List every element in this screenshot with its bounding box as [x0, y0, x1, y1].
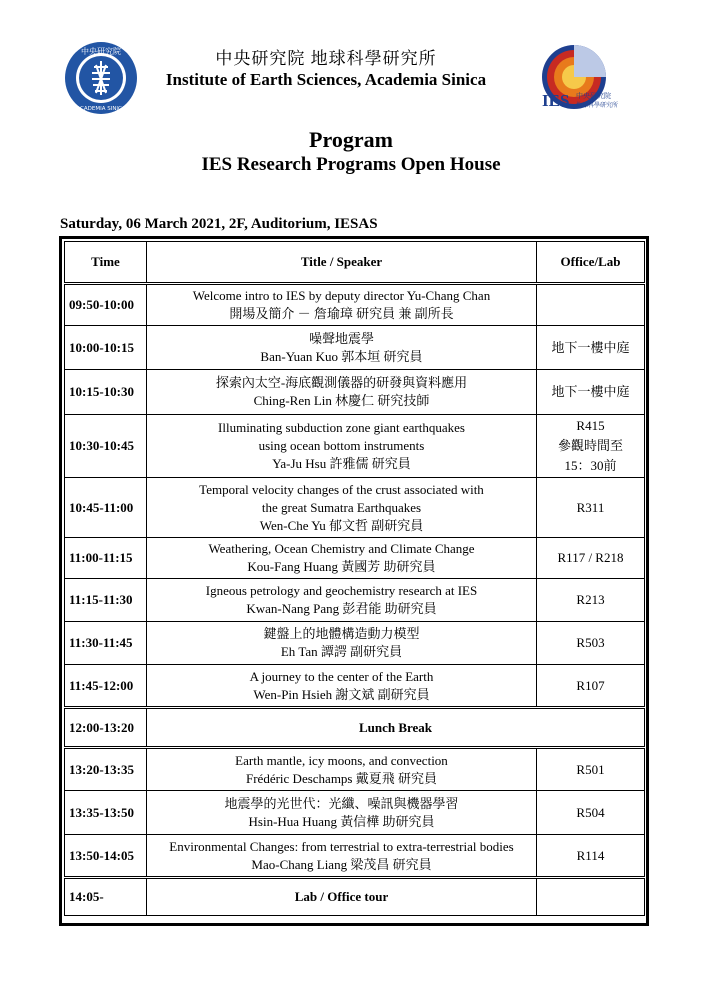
row-time: 13:20-13:35 — [65, 748, 147, 791]
academia-sinica-logo — [64, 41, 138, 115]
logo-left-text: 中央研究院 — [81, 47, 121, 56]
row-time: 10:15-10:30 — [65, 370, 147, 415]
row-speaker-line: Kwan-Nang Pang 彭君能 助研究員 — [246, 601, 437, 616]
row-time: 11:30-11:45 — [65, 622, 147, 665]
table-row — [65, 326, 645, 370]
row-office: R213 — [537, 579, 645, 622]
table-row — [65, 478, 645, 538]
header-time: Time — [65, 242, 147, 284]
row-title — [147, 478, 537, 538]
row-title — [147, 665, 537, 708]
row-office-note-2: 15：30前 — [564, 458, 617, 473]
row-time: 11:45-12:00 — [65, 665, 147, 708]
row-office — [537, 415, 645, 478]
row-title-line: A journey to the center of the Earth — [249, 668, 434, 684]
row-office: R503 — [537, 622, 645, 665]
ies-logo — [538, 43, 638, 115]
logo-right-text: IES — [542, 91, 570, 110]
logo-left-ring: ACADEMIA SINICA — [76, 106, 126, 112]
row-title — [147, 622, 537, 665]
institute-name-zh: 中央研究院 地球科學研究所 — [215, 49, 437, 68]
row-time: 13:35-13:50 — [65, 791, 147, 835]
row-title — [147, 538, 537, 579]
row-speaker-line: Frédéric Deschamps 戴夏飛 研究員 — [246, 770, 437, 786]
row-time: 11:00-11:15 — [65, 538, 147, 579]
table-row — [65, 665, 645, 708]
row-title — [147, 415, 537, 478]
row-time: 09:50-10:00 — [65, 284, 147, 326]
row-title — [147, 579, 537, 622]
logo-right-zh2: 地球科學研究所 — [576, 102, 619, 109]
row-title-line: 地震學的光世代：光纖、噪訊與機器學習 — [224, 795, 459, 811]
program-title: Program — [309, 127, 393, 152]
table-row — [65, 284, 645, 326]
table-row — [65, 622, 645, 665]
row-speaker-line: Ching-Ren Lin 林慶仁 研究技師 — [253, 393, 430, 408]
row-speaker-line: Eh Tan 譚諤 副研究員 — [280, 644, 403, 659]
row-office — [537, 284, 645, 326]
row-speaker-line: Hsin-Hua Huang 黃信樺 助研究員 — [248, 813, 435, 829]
lunch-break: Lunch Break — [147, 708, 645, 748]
row-speaker-line: Wen-Che Yu 郁文哲 副研究員 — [259, 517, 424, 533]
row-time: 11:15-11:30 — [65, 579, 147, 622]
row-title-line: Igneous petrology and geochemistry research at IES — [205, 583, 478, 598]
row-title-line-2: the great Sumatra Earthquakes — [261, 499, 422, 515]
row-speaker-line: Kou-Fang Huang 黃國芳 助研究員 — [247, 559, 436, 574]
table-row — [65, 791, 645, 835]
row-office: R504 — [537, 791, 645, 835]
row-time: 10:45-11:00 — [65, 478, 147, 538]
program-table — [64, 241, 645, 916]
row-title-line: Earth mantle, icy moons, and convection — [235, 752, 448, 768]
row-title-line: 鍵盤上的地體構造動力模型 — [263, 626, 420, 641]
row-title — [147, 748, 537, 791]
row-office-note: 參觀時間至 — [557, 438, 623, 453]
header-office-lab: Office/Lab — [537, 242, 645, 284]
row-title-line-2: using ocean bottom instruments — [258, 438, 425, 453]
row-time: 12:00-13:20 — [65, 708, 147, 748]
row-title-line: Environmental Changes: from terrestrial to extra-terrestrial bodies — [169, 838, 514, 854]
row-time: 13:50-14:05 — [65, 835, 147, 878]
row-office: 地下一樓中庭 — [537, 326, 645, 370]
logo-right-zh1: 中央研究院 — [576, 92, 611, 100]
lab-office-tour: Lab / Office tour — [147, 878, 537, 916]
row-speaker-line: Mao-Chang Liang 梁茂昌 研究員 — [251, 856, 432, 872]
row-office: R501 — [537, 748, 645, 791]
table-header-row — [65, 242, 645, 284]
table-row — [65, 708, 645, 748]
row-title — [147, 370, 537, 415]
row-speaker-line: Ban-Yuan Kuo 郭本垣 研究員 — [260, 348, 423, 364]
table-row — [65, 415, 645, 478]
institute-name-en: Institute of Earth Sciences, Academia Sinica — [165, 70, 487, 89]
row-speaker-line: 開場及簡介 － 詹瑜璋 研究員 兼 副所長 — [229, 306, 454, 321]
row-time: 10:00-10:15 — [65, 326, 147, 370]
row-office: R107 — [537, 665, 645, 708]
row-time: 14:05- — [65, 878, 147, 916]
row-title — [147, 326, 537, 370]
table-row — [65, 370, 645, 415]
row-office: R114 — [537, 835, 645, 878]
event-date-location: Saturday, 06 March 2021, 2F, Auditorium, IESAS — [60, 216, 378, 232]
row-office: R311 — [537, 478, 645, 538]
row-speaker-line: Wen-Pin Hsieh 謝文斌 副研究員 — [253, 686, 430, 702]
table-row — [65, 538, 645, 579]
row-title-line: Weathering, Ocean Chemistry and Climate Change — [208, 541, 475, 556]
row-title-line: Illuminating subduction zone giant earthquakes — [218, 420, 465, 435]
header-title-speaker: Title / Speaker — [147, 242, 537, 284]
row-office — [537, 878, 645, 916]
row-title — [147, 791, 537, 835]
row-title-line: 探索內太空-海底觀測儀器的研發與資料應用 — [215, 375, 468, 390]
table-row — [65, 835, 645, 878]
row-office-line: R415 — [576, 418, 605, 433]
row-time: 10:30-10:45 — [65, 415, 147, 478]
table-row — [65, 878, 645, 916]
row-title — [147, 835, 537, 878]
row-title — [147, 284, 537, 326]
program-subtitle: IES Research Programs Open House — [201, 154, 501, 175]
table-row — [65, 748, 645, 791]
row-office: R117 / R218 — [537, 538, 645, 579]
row-speaker-line: Ya-Ju Hsu 許雅儒 研究員 — [272, 456, 411, 471]
row-office: 地下一樓中庭 — [537, 370, 645, 415]
row-title-line: Welcome intro to IES by deputy director Yu-Chang Chan — [192, 288, 491, 303]
row-title-line: 噪聲地震學 — [308, 330, 374, 346]
table-row — [65, 579, 645, 622]
row-title-line: Temporal velocity changes of the crust associated with — [199, 481, 484, 497]
